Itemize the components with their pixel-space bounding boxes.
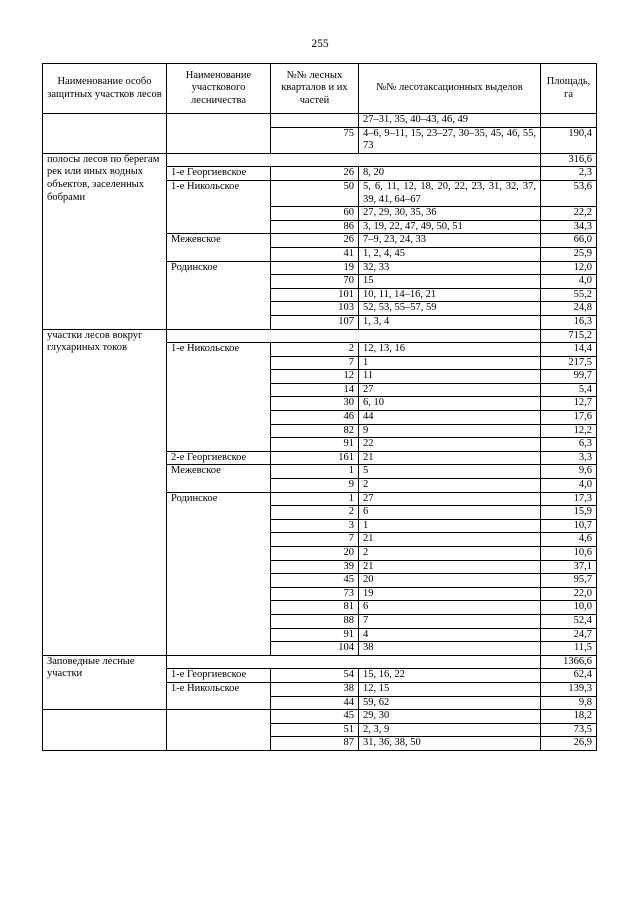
area-cell: 2,3 xyxy=(541,167,597,181)
area-cell: 10,7 xyxy=(541,519,597,533)
quarter-cell: 91 xyxy=(271,438,359,452)
allotments-cell: 3, 19, 22, 47, 49, 50, 51 xyxy=(359,220,541,234)
header-allotments: №№ лесотаксационных выделов xyxy=(359,64,541,114)
quarter-cell: 86 xyxy=(271,220,359,234)
area-cell: 12,0 xyxy=(541,261,597,275)
forestry-cell: 1-е Георгиевское xyxy=(167,167,271,181)
allotments-cell: 21 xyxy=(359,560,541,574)
forest-areas-table xyxy=(42,63,597,751)
area-cell: 4,6 xyxy=(541,533,597,547)
allotments-cell: 20 xyxy=(359,574,541,588)
area-cell: 4,0 xyxy=(541,479,597,493)
allotments-cell: 1, 3, 4 xyxy=(359,315,541,329)
area-cell: 62,4 xyxy=(541,669,597,683)
allotments-cell: 19 xyxy=(359,587,541,601)
allotments-cell: 21 xyxy=(359,451,541,465)
forestry-cell xyxy=(167,114,271,154)
forestry-cell: Родинское xyxy=(167,492,271,655)
table-row xyxy=(43,329,597,343)
allotments-cell: 2, 3, 9 xyxy=(359,723,541,737)
area-cell: 95,7 xyxy=(541,574,597,588)
quarter-cell: 41 xyxy=(271,247,359,261)
quarter-cell: 39 xyxy=(271,560,359,574)
quarter-cell: 44 xyxy=(271,696,359,710)
category-cell: Заповедные лесные участки xyxy=(43,655,167,709)
quarter-cell: 26 xyxy=(271,234,359,248)
allotments-cell: 9 xyxy=(359,424,541,438)
allotments-cell: 6 xyxy=(359,601,541,615)
category-cell: полосы лесов по берегам рек или иных водных объектов, заселенных бобрами xyxy=(43,153,167,329)
category-cell: участки лесов вокруг глухариных токов xyxy=(43,329,167,655)
allotments-cell: 4 xyxy=(359,628,541,642)
allotments-cell: 15 xyxy=(359,275,541,289)
allotments-cell: 10, 11, 14–16, 21 xyxy=(359,288,541,302)
allotments-cell: 21 xyxy=(359,533,541,547)
allotments-cell: 38 xyxy=(359,642,541,656)
area-cell xyxy=(541,114,597,128)
area-cell: 22,0 xyxy=(541,587,597,601)
forestry-cell xyxy=(167,710,271,751)
forestry-cell: Родинское xyxy=(167,261,271,329)
quarter-cell: 26 xyxy=(271,167,359,181)
allotments-cell: 12, 15 xyxy=(359,682,541,696)
allotments-cell: 2 xyxy=(359,547,541,561)
area-cell: 11,5 xyxy=(541,642,597,656)
area-cell: 12,2 xyxy=(541,424,597,438)
area-cell: 73,5 xyxy=(541,723,597,737)
category-total-area: 715,2 xyxy=(541,329,597,343)
forestry-cell: 1-е Никольское xyxy=(167,180,271,233)
quarter-cell: 161 xyxy=(271,451,359,465)
quarter-cell: 20 xyxy=(271,547,359,561)
allotments-cell: 27, 29, 30, 35, 36 xyxy=(359,207,541,221)
area-cell: 16,3 xyxy=(541,315,597,329)
allotments-cell: 1, 2, 4, 45 xyxy=(359,247,541,261)
area-cell: 4,0 xyxy=(541,275,597,289)
category-cell xyxy=(43,710,167,751)
header-forestry: Наименование участкового лесничества xyxy=(167,64,271,114)
quarter-cell: 101 xyxy=(271,288,359,302)
quarter-cell: 60 xyxy=(271,207,359,221)
allotments-cell: 6 xyxy=(359,506,541,520)
allotments-cell: 1 xyxy=(359,356,541,370)
area-cell: 9,6 xyxy=(541,465,597,479)
quarter-cell: 3 xyxy=(271,519,359,533)
area-cell: 17,6 xyxy=(541,411,597,425)
quarter-cell: 81 xyxy=(271,601,359,615)
quarter-cell: 38 xyxy=(271,682,359,696)
allotments-cell: 7–9, 23, 24, 33 xyxy=(359,234,541,248)
area-cell: 25,9 xyxy=(541,247,597,261)
area-cell: 24,8 xyxy=(541,302,597,316)
area-cell: 217,5 xyxy=(541,356,597,370)
quarter-cell: 14 xyxy=(271,383,359,397)
quarter-cell: 30 xyxy=(271,397,359,411)
quarter-cell: 45 xyxy=(271,574,359,588)
area-cell: 190,4 xyxy=(541,127,597,153)
allotments-cell: 32, 33 xyxy=(359,261,541,275)
forestry-cell: 1-е Георгиевское xyxy=(167,669,271,683)
quarter-cell: 2 xyxy=(271,506,359,520)
quarter-cell: 51 xyxy=(271,723,359,737)
allotments-cell: 29, 30 xyxy=(359,710,541,724)
area-cell: 53,6 xyxy=(541,180,597,206)
allotments-cell: 11 xyxy=(359,370,541,384)
allotments-cell: 59, 62 xyxy=(359,696,541,710)
category-total-spacer xyxy=(167,655,541,669)
category-total-spacer xyxy=(167,329,541,343)
forestry-cell: Межевское xyxy=(167,465,271,492)
allotments-cell: 5 xyxy=(359,465,541,479)
table-header-row xyxy=(43,64,597,114)
quarter-cell: 1 xyxy=(271,492,359,506)
allotments-cell: 1 xyxy=(359,519,541,533)
table-row xyxy=(43,114,597,128)
forestry-cell: Межевское xyxy=(167,234,271,261)
table-row xyxy=(43,153,597,167)
category-total-area: 316,6 xyxy=(541,153,597,167)
quarter-cell: 7 xyxy=(271,356,359,370)
allotments-cell: 44 xyxy=(359,411,541,425)
allotments-cell: 27 xyxy=(359,383,541,397)
allotments-cell: 12, 13, 16 xyxy=(359,343,541,357)
area-cell: 9,8 xyxy=(541,696,597,710)
quarter-cell xyxy=(271,114,359,128)
quarter-cell: 103 xyxy=(271,302,359,316)
area-cell: 10,0 xyxy=(541,601,597,615)
quarter-cell: 87 xyxy=(271,737,359,751)
quarter-cell: 91 xyxy=(271,628,359,642)
area-cell: 55,2 xyxy=(541,288,597,302)
area-cell: 66,0 xyxy=(541,234,597,248)
allotments-cell: 6, 10 xyxy=(359,397,541,411)
category-total-spacer xyxy=(167,153,541,167)
allotments-cell: 27 xyxy=(359,492,541,506)
quarter-cell: 12 xyxy=(271,370,359,384)
header-category: Наименование особо защитных участков лесов xyxy=(43,64,167,114)
area-cell: 14,4 xyxy=(541,343,597,357)
quarter-cell: 50 xyxy=(271,180,359,206)
quarter-cell: 82 xyxy=(271,424,359,438)
allotments-cell: 15, 16, 22 xyxy=(359,669,541,683)
area-cell: 52,4 xyxy=(541,614,597,628)
allotments-cell: 22 xyxy=(359,438,541,452)
area-cell: 37,1 xyxy=(541,560,597,574)
forestry-cell: 1-е Никольское xyxy=(167,343,271,452)
quarter-cell: 19 xyxy=(271,261,359,275)
table-row xyxy=(43,710,597,724)
quarter-cell: 46 xyxy=(271,411,359,425)
allotments-cell: 4–6, 9–11, 15, 23–27, 30–35, 45, 46, 55, 73 xyxy=(359,127,541,153)
allotments-cell: 52, 53, 55–57, 59 xyxy=(359,302,541,316)
quarter-cell: 1 xyxy=(271,465,359,479)
area-cell: 10,6 xyxy=(541,547,597,561)
quarter-cell: 75 xyxy=(271,127,359,153)
quarter-cell: 45 xyxy=(271,710,359,724)
area-cell: 18,2 xyxy=(541,710,597,724)
allotments-cell: 27–31, 35, 40–43, 46, 49 xyxy=(359,114,541,128)
quarter-cell: 107 xyxy=(271,315,359,329)
category-cell xyxy=(43,114,167,154)
area-cell: 12,7 xyxy=(541,397,597,411)
allotments-cell: 31, 36, 38, 50 xyxy=(359,737,541,751)
quarter-cell: 2 xyxy=(271,343,359,357)
area-cell: 15,9 xyxy=(541,506,597,520)
area-cell: 17,3 xyxy=(541,492,597,506)
quarter-cell: 70 xyxy=(271,275,359,289)
page-number: 255 xyxy=(311,38,329,50)
area-cell: 6,3 xyxy=(541,438,597,452)
area-cell: 24,7 xyxy=(541,628,597,642)
area-cell: 3,3 xyxy=(541,451,597,465)
area-cell: 34,3 xyxy=(541,220,597,234)
quarter-cell: 88 xyxy=(271,614,359,628)
quarter-cell: 54 xyxy=(271,669,359,683)
allotments-cell: 5, 6, 11, 12, 18, 20, 22, 23, 31, 32, 37, 39, 41, 64–67 xyxy=(359,180,541,206)
quarter-cell: 104 xyxy=(271,642,359,656)
area-cell: 139,3 xyxy=(541,682,597,696)
header-quarters: №№ лесных кварталов и их частей xyxy=(271,64,359,114)
forestry-cell: 1-е Никольское xyxy=(167,682,271,709)
area-cell: 5,4 xyxy=(541,383,597,397)
quarter-cell: 9 xyxy=(271,479,359,493)
allotments-cell: 2 xyxy=(359,479,541,493)
quarter-cell: 7 xyxy=(271,533,359,547)
area-cell: 26,9 xyxy=(541,737,597,751)
allotments-cell: 8, 20 xyxy=(359,167,541,181)
quarter-cell: 73 xyxy=(271,587,359,601)
area-cell: 99,7 xyxy=(541,370,597,384)
area-cell: 22,2 xyxy=(541,207,597,221)
allotments-cell: 7 xyxy=(359,614,541,628)
header-area: Площадь, га xyxy=(541,64,597,114)
category-total-area: 1366,6 xyxy=(541,655,597,669)
forestry-cell: 2-е Георгиевское xyxy=(167,451,271,465)
table-row xyxy=(43,655,597,669)
